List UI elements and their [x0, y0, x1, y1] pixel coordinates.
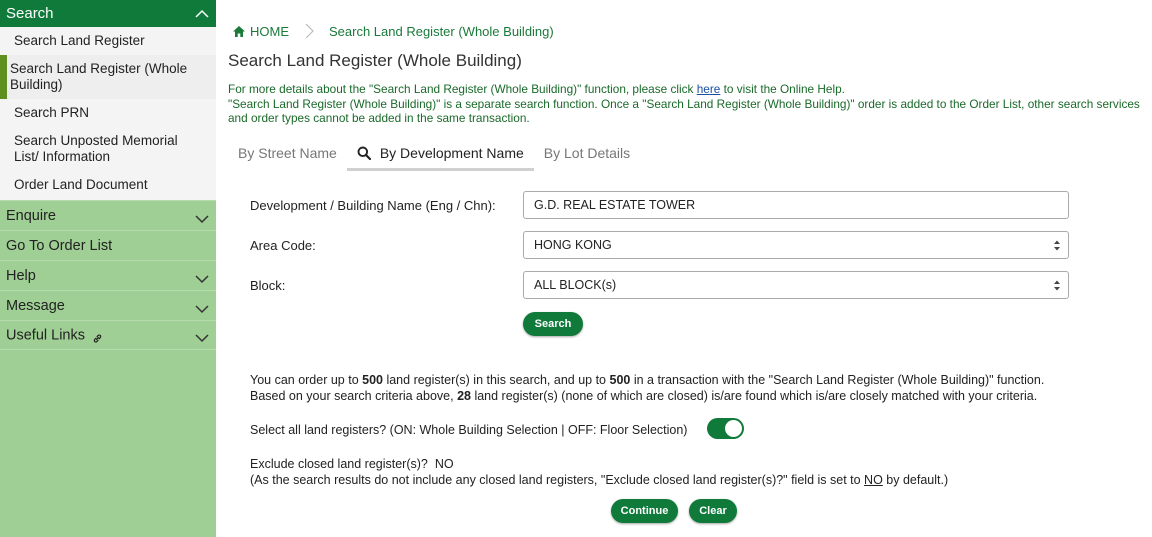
- results-line-1-e: in a transaction with the "Search Land Register (Whole Building)" function.: [630, 373, 1045, 387]
- results-summary: [250, 372, 1044, 404]
- exclude-closed-section: [250, 456, 948, 488]
- development-name-value: G.D. REAL ESTATE TOWER: [534, 198, 696, 212]
- sidebar-item-search-unposted-memorial[interactable]: Search Unposted Memorial List/ Information: [14, 133, 178, 164]
- sidebar-menu-enquire-label: Enquire: [6, 207, 56, 224]
- toggle-knob: [725, 420, 742, 437]
- area-code-label: Area Code:: [250, 238, 316, 253]
- breadcrumb-current: Search Land Register (Whole Building): [329, 23, 554, 39]
- home-icon: [232, 25, 246, 38]
- results-line-2-c: land register(s) (none of which are closed) is/are found which is/are closely matched with your criteria.: [470, 389, 1038, 403]
- tab-by-development-name-label: By Development Name: [379, 145, 524, 161]
- results-line-2-a: Based on your search criteria above,: [250, 389, 458, 403]
- main-content: [216, 0, 1152, 537]
- select-all-toggle[interactable]: [707, 418, 744, 439]
- results-line-1-a: You can order up to: [250, 373, 363, 387]
- sidebar: [0, 0, 216, 537]
- breadcrumb: [232, 22, 554, 40]
- tab-by-lot-details[interactable]: By Lot Details: [543, 145, 631, 161]
- exclude-closed-value: NO: [434, 457, 454, 471]
- sidebar-item-search-whole-building[interactable]: Search Land Register (Whole Building): [0, 55, 216, 99]
- tab-by-street-name[interactable]: By Street Name: [238, 145, 337, 161]
- results-count: 28: [457, 389, 471, 403]
- info-line-1-pre: For more details about the "Search Land Register (Whole Building)" function, please click: [228, 82, 697, 96]
- search-tabs: [228, 140, 640, 171]
- development-name-label: Development / Building Name (Eng / Chn):: [250, 198, 496, 213]
- area-code-select[interactable]: [523, 231, 1069, 259]
- results-line-1: [250, 372, 1044, 388]
- sidebar-item-search-prn[interactable]: Search PRN: [14, 105, 90, 120]
- exclude-closed-note: [250, 472, 948, 488]
- chevron-right-icon: [303, 22, 315, 40]
- sidebar-menu-order-list[interactable]: [0, 230, 216, 260]
- results-line-1-c: land register(s) in this search, and up to: [382, 373, 610, 387]
- info-line-1-post: to visit the Online Help.: [720, 82, 845, 96]
- link-icon: [92, 333, 103, 344]
- search-button[interactable]: Search: [523, 312, 583, 336]
- select-all-label: Select all land registers? (ON: Whole Building Selection | OFF: Floor Selection): [250, 423, 688, 437]
- tab-by-development-name[interactable]: [347, 140, 534, 171]
- sidebar-menu-message[interactable]: [0, 290, 216, 320]
- search-icon: [357, 146, 371, 160]
- continue-button[interactable]: Continue: [611, 499, 678, 523]
- block-value: ALL BLOCK(s): [534, 278, 617, 292]
- clear-button[interactable]: Clear: [689, 499, 737, 523]
- chevron-down-icon: [194, 330, 210, 346]
- area-code-value: HONG KONG: [534, 238, 612, 252]
- sidebar-menu-order-list-label: Go To Order List: [6, 237, 113, 254]
- sidebar-sub-list: [0, 27, 216, 200]
- sidebar-item-search-land-register[interactable]: Search Land Register: [14, 33, 145, 48]
- page-title: Search Land Register (Whole Building): [228, 51, 522, 70]
- sidebar-menu-help[interactable]: [0, 260, 216, 290]
- chevron-down-icon: [194, 301, 210, 317]
- sidebar-menu-enquire[interactable]: [0, 200, 216, 230]
- breadcrumb-home-link[interactable]: HOME: [250, 23, 289, 39]
- exclude-note-no: NO: [864, 473, 883, 487]
- online-help-link[interactable]: here: [696, 82, 721, 96]
- block-select[interactable]: [523, 271, 1069, 299]
- select-arrows-icon: [1054, 280, 1060, 291]
- sidebar-menu-useful-links-label: Useful Links: [6, 326, 85, 343]
- info-text: [228, 82, 1148, 126]
- results-line-2: [250, 388, 1044, 404]
- sidebar-item-order-land-document[interactable]: Order Land Document: [14, 177, 148, 192]
- info-line-2: "Search Land Register (Whole Building)" is a separate search function. Once a "Search Land Register (Whole Building)" order is added to the Order List, other search services and order types cannot be added in the same transaction.: [228, 96, 1140, 125]
- exclude-note-a: (As the search results do not include any closed land registers, "Exclude closed land register(s)?" field is set to: [250, 473, 865, 487]
- sidebar-menu-useful-links-wrap: [6, 327, 103, 344]
- exclude-note-c: by default.): [882, 473, 949, 487]
- results-limit-search: 500: [362, 373, 383, 387]
- chevron-up-icon: [194, 6, 210, 22]
- sidebar-search-label: Search: [6, 5, 54, 22]
- exclude-closed-label: Exclude closed land register(s)?: [250, 457, 428, 471]
- development-name-input[interactable]: [523, 191, 1069, 219]
- select-arrows-icon: [1054, 240, 1060, 251]
- sidebar-menu-useful-links[interactable]: [0, 320, 216, 350]
- sidebar-menu-message-label: Message: [6, 297, 65, 314]
- exclude-closed-line: [250, 456, 948, 472]
- block-label: Block:: [250, 278, 286, 293]
- chevron-down-icon: [194, 211, 210, 227]
- chevron-down-icon: [194, 271, 210, 287]
- info-line-1: [228, 82, 1148, 97]
- results-limit-transaction: 500: [609, 373, 631, 387]
- sidebar-search-header[interactable]: [0, 0, 216, 27]
- sidebar-menu-help-label: Help: [6, 267, 36, 284]
